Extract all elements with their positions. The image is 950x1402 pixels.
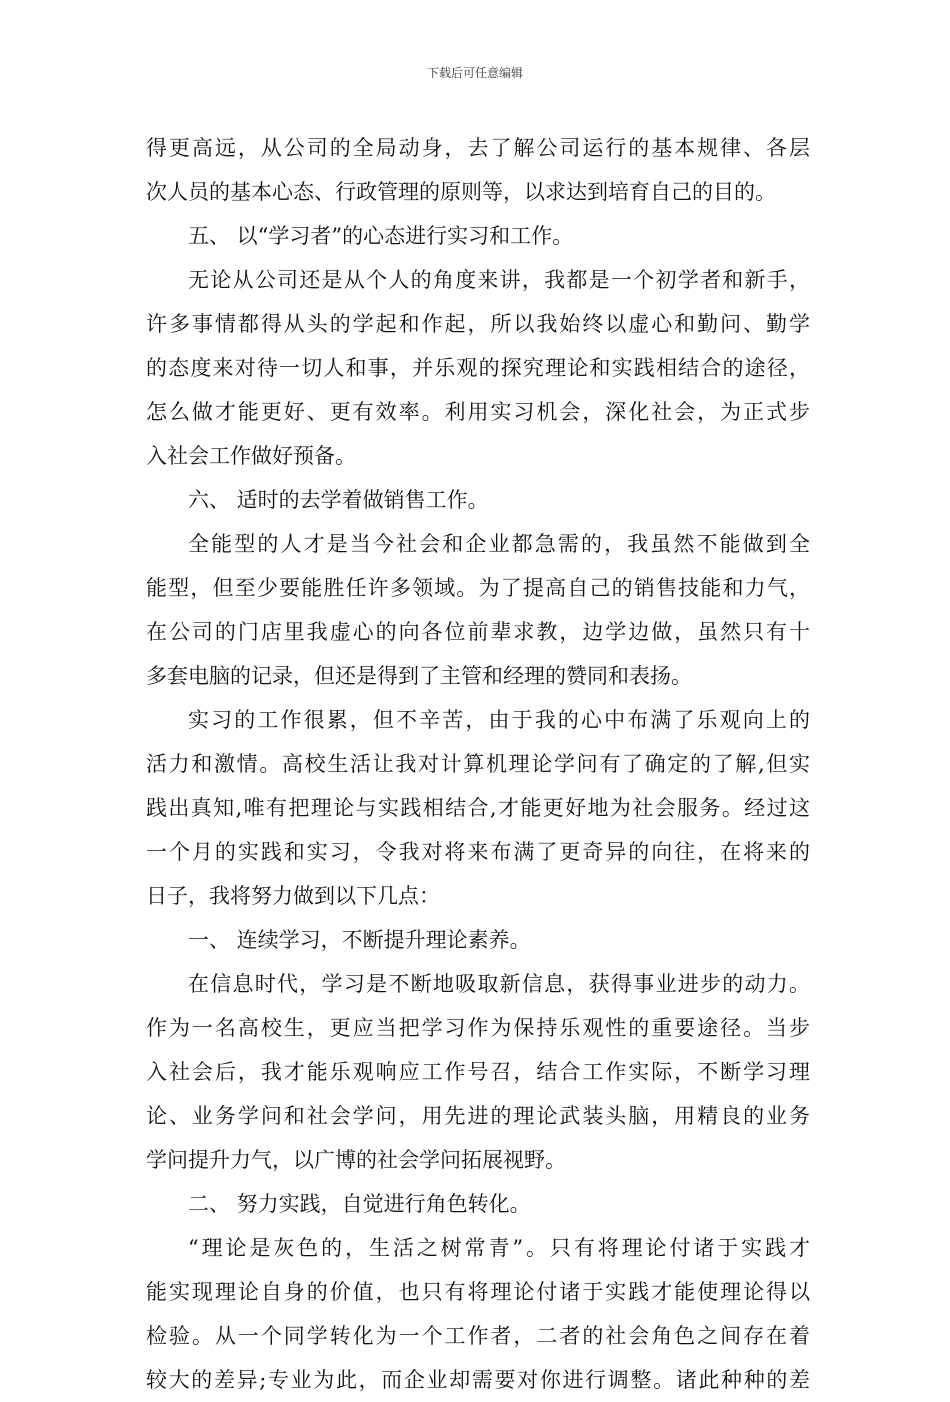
text-line: 二、 努力实践，自觉进行角色转化。 (188, 1192, 531, 1216)
text-line: 日子，我将努力做到以下几点： (146, 884, 440, 908)
text-line: 得更高远，从公司的全局动身，去了解公司运行的基本规律、各层 (146, 136, 810, 160)
text-line: 能型，但至少要能胜任许多领域。为了提高自己的销售技能和力气， (146, 576, 810, 600)
page-header: 下载后可任意编辑 (426, 66, 523, 80)
text-line: 践出真知,唯有把理论与实践相结合,才能更好地为社会服务。经过这 (146, 796, 810, 820)
text-line: 全能型的人才是当今社会和企业都急需的，我虽然不能做到全 (188, 532, 810, 556)
text-line: 怎么做才能更好、更有效率。利用实习机会，深化社会，为正式步 (146, 400, 810, 424)
text-line: 较大的差异;专业为此，而企业却需要对你进行调整。诸此种种的差 (146, 1368, 810, 1392)
text-line: 无论从公司还是从个人的角度来讲，我都是一个初学者和新手， (188, 268, 810, 292)
text-line: 在公司的门店里我虚心的向各位前辈求教，边学边做，虽然只有十 (146, 620, 810, 644)
text-line: 检验。从一个同学转化为一个工作者，二者的社会角色之间存在着 (146, 1324, 810, 1348)
text-line: 在信息时代，学习是不断地吸取新信息，获得事业进步的动力。 (188, 972, 810, 996)
text-line: 六、 适时的去学着做销售工作。 (188, 488, 489, 512)
text-line: 能实现理论自身的价值，也只有将理论付诸于实践才能使理论得以 (146, 1280, 810, 1304)
text-line: 一个月的实践和实习，令我对将来布满了更奇异的向往，在将来的 (146, 840, 810, 864)
text-line: 入社会后，我才能乐观响应工作号召，结合工作实际，不断学习理 (146, 1060, 810, 1084)
text-line: 的态度来对待一切人和事，并乐观的探究理论和实践相结合的途径， (146, 356, 810, 380)
text-line: 多套电脑的记录，但还是得到了主管和经理的赞同和表扬。 (146, 664, 692, 688)
text-line: 许多事情都得从头的学起和作起，所以我始终以虚心和勤问、勤学 (146, 312, 810, 336)
text-line: “理论是灰色的，生活之树常青”。只有将理论付诸于实践才 (188, 1236, 810, 1260)
text-line: 入社会工作做好预备。 (146, 444, 356, 468)
text-line: 学问提升力气，以广博的社会学问拓展视野。 (146, 1148, 566, 1172)
text-line: 次人员的基本心态、行政管理的原则等，以求达到培育自己的目的。 (146, 180, 776, 204)
text-line: 一、 连续学习，不断提升理论素养。 (188, 928, 531, 952)
text-line: 五、 以“学习者”的心态进行实习和工作。 (188, 224, 574, 248)
text-line: 实习的工作很累，但不辛苦，由于我的心中布满了乐观向上的 (188, 708, 810, 732)
text-line: 论、业务学问和社会学问，用先进的理论武装头脑，用精良的业务 (146, 1104, 810, 1128)
document-body (146, 126, 810, 1402)
text-line: 作为一名高校生，更应当把学习作为保持乐观性的重要途径。当步 (146, 1016, 810, 1040)
text-line: 活力和激情。高校生活让我对计算机理论学问有了确定的了解,但实 (146, 752, 810, 776)
